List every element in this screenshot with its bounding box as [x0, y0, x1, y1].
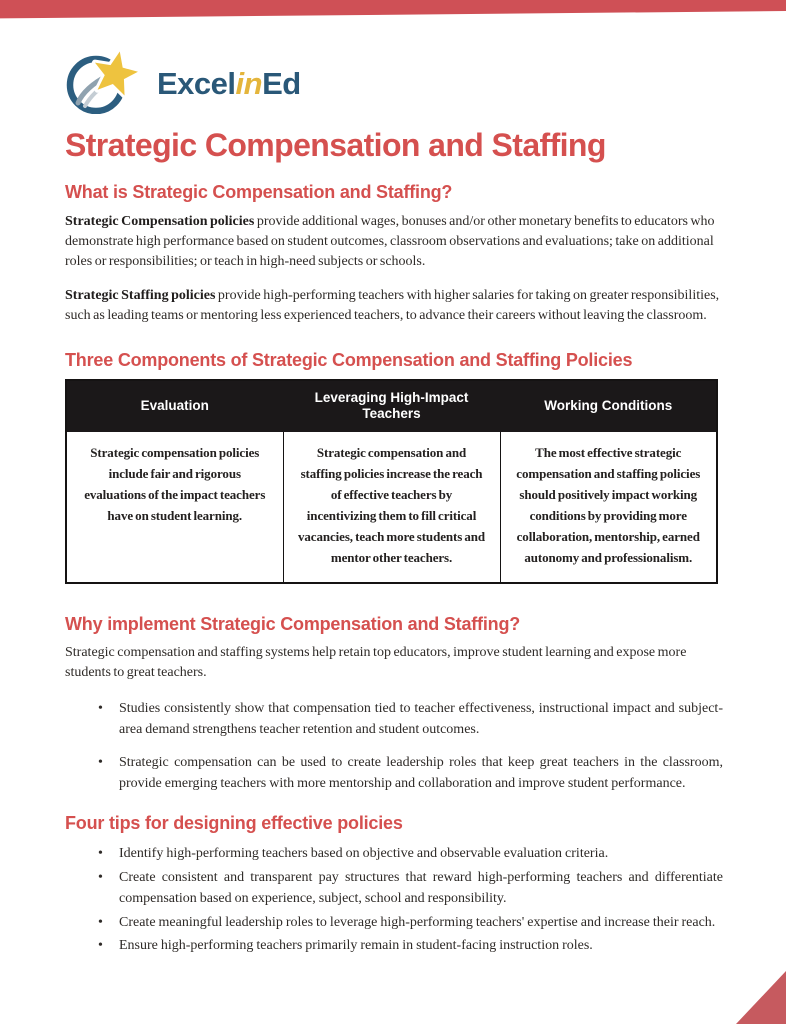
- paragraph-staffing: [65, 286, 723, 326]
- why-bullet-list: [65, 698, 723, 794]
- table-cell-evaluation: Strategic compensation policies include fair and rigorous evaluations of the impact teachers have on student learning.: [66, 432, 283, 584]
- wordmark-in: in: [235, 66, 263, 101]
- heading-what-is: What is Strategic Compensation and Staffing?: [65, 182, 453, 202]
- bottom-corner-triangle: [736, 971, 786, 1024]
- paragraph-compensation: [65, 212, 723, 272]
- list-item: • Ensure high-performing teachers primarily remain in student-facing instruction roles.: [98, 935, 723, 957]
- excelined-wordmark: [157, 66, 301, 102]
- paragraph-staffing-lead: Strategic Staffing policies: [65, 288, 216, 303]
- table-body-row: [66, 432, 717, 584]
- excelined-logo: [65, 48, 723, 114]
- paragraph-staffing-body: provide high-performing teachers with higher salaries for taking on greater responsibilities, such as leading teams or mentoring less experienced teachers, to advance their careers without leaving the classroom.: [65, 288, 720, 323]
- excelined-logo-mark: [65, 48, 147, 114]
- table-cell-leveraging: Strategic compensation and staffing policies increase the reach of effective teachers by incentivizing them to fill critical vacancies, teach more students and mentor other teachers.: [283, 432, 500, 584]
- table-header-evaluation: Evaluation: [66, 380, 283, 432]
- table-header-row: [66, 380, 717, 432]
- list-item: • Identify high-performing teachers based on objective and observable evaluation criteria.: [98, 843, 723, 865]
- heading-four-tips: Four tips for designing effective policies: [65, 813, 403, 833]
- list-item: • Create consistent and transparent pay structures that reward high-performing teachers and differentiate compensation based on experience, subject, school and responsibility.: [98, 867, 723, 910]
- page-content: [65, 0, 723, 957]
- components-table: [65, 379, 718, 584]
- paragraph-compensation-body: provide additional wages, bonuses and/or other monetary benefits to educators who demonstrate high performance based on student outcomes, classroom observations and evaluations; take on additional roles or responsibilities; or teach in high-need subjects or schools.: [65, 214, 715, 269]
- list-item: • Studies consistently show that compensation tied to teacher effectiveness, instructional impact and subject-area demand strengthens teacher retention and student outcomes.: [98, 698, 723, 740]
- table-header-leveraging: Leveraging High-Impact Teachers: [283, 380, 500, 432]
- list-item: • Create meaningful leadership roles to leverage high-performing teachers' expertise and increase their reach.: [98, 912, 723, 934]
- tips-bullet-list: [65, 843, 723, 957]
- paragraph-why-intro: Strategic compensation and staffing systems help retain top educators, improve student learning and expose more students to great teachers.: [65, 645, 687, 680]
- table-cell-working-conditions: The most effective strategic compensation and staffing policies should positively impact working conditions by providing more collaboration, mentorship, earned autonomy and professionalism.: [500, 432, 717, 584]
- wordmark-excel: Excel: [157, 66, 236, 101]
- paragraph-compensation-lead: Strategic Compensation policies: [65, 214, 255, 229]
- heading-three-components: Three Components of Strategic Compensation and Staffing Policies: [65, 350, 633, 370]
- star-icon: [90, 48, 142, 97]
- heading-why-implement: Why implement Strategic Compensation and Staffing?: [65, 614, 521, 634]
- page-title: Strategic Compensation and Staffing: [65, 127, 606, 163]
- wordmark-ed: Ed: [262, 66, 301, 101]
- list-item: • Strategic compensation can be used to create leadership roles that keep great teachers in the classroom, provide emerging teachers with more mentorship and collaboration and improve student performance.: [98, 752, 723, 794]
- table-header-working-conditions: Working Conditions: [500, 380, 717, 432]
